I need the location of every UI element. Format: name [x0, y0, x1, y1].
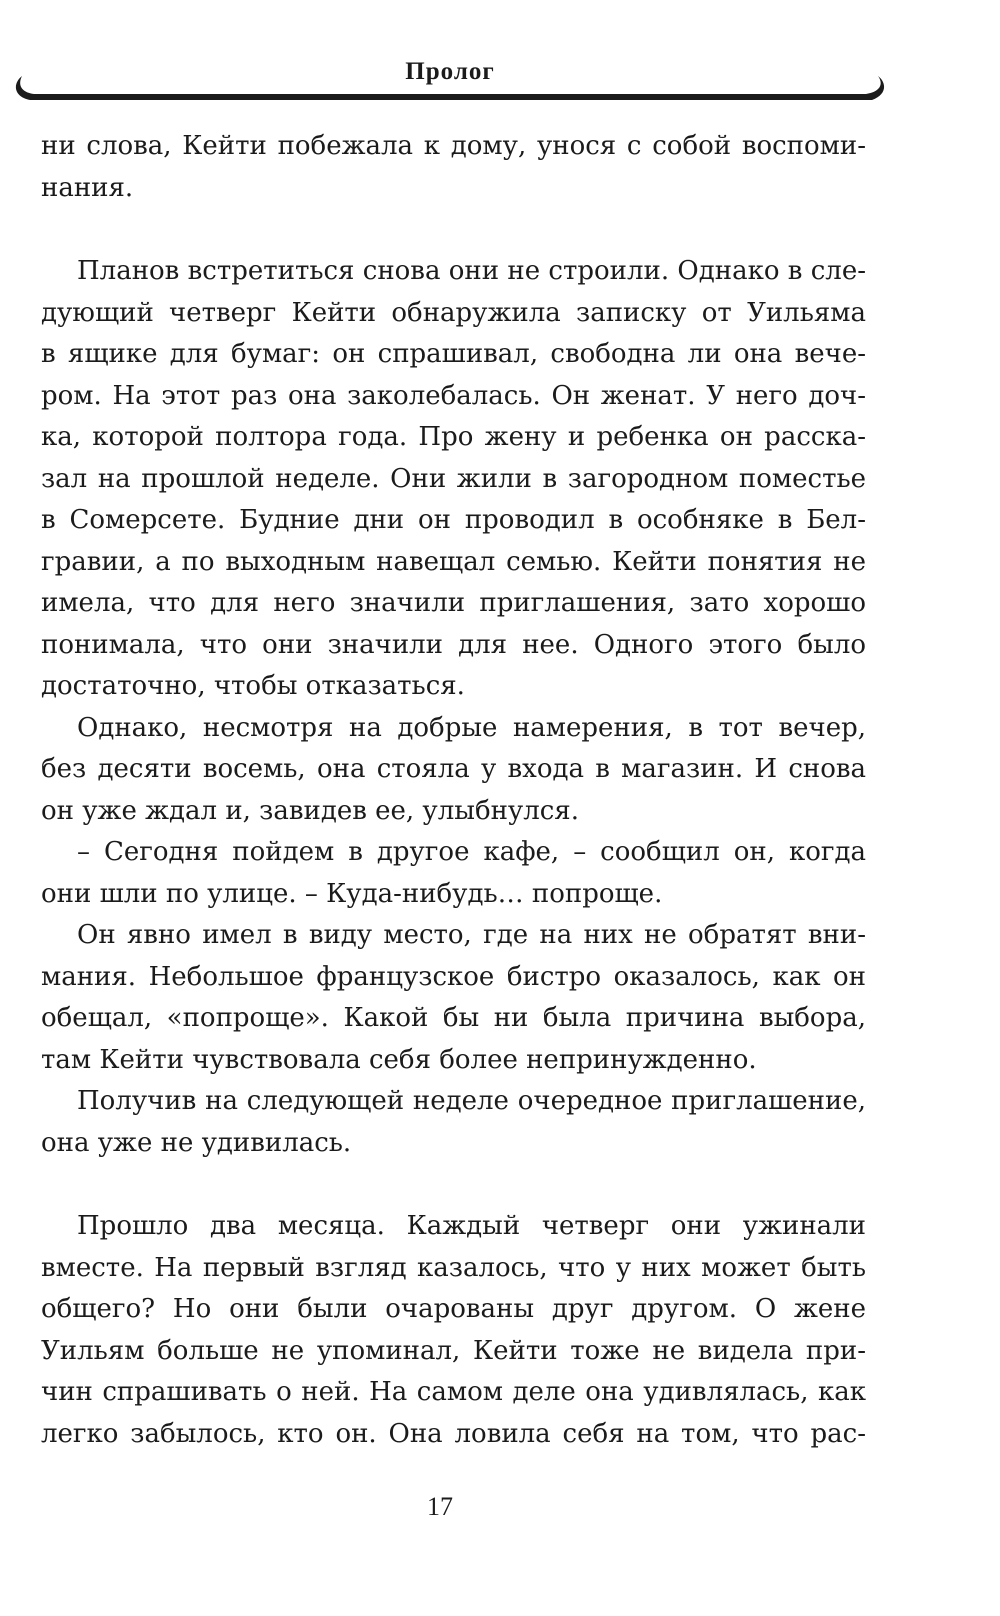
text-line: Однако, несмотря на добрые намерения, в тот вечер,	[77, 712, 866, 743]
text-line: гравии, а по выходным навещал семью. Кейти понятия не	[41, 546, 866, 577]
text-line: там Кейти чувствовала себя более непринужденно.	[41, 1044, 757, 1075]
text-line: ка, которой полтора года. Про жену и ребенка он расска-	[41, 422, 866, 452]
text-line: вместе. На первый взгляд казалось, что у них может быть	[41, 1252, 866, 1283]
section-break	[41, 1164, 866, 1206]
page-number: 17	[427, 1492, 453, 1521]
running-head	[0, 50, 1000, 110]
text-line: достаточно, чтобы отказаться.	[41, 671, 465, 701]
text-line: ни слова, Кейти побежала к дому, унося с собой воспоми-	[41, 131, 866, 161]
text-line: Он явно имел в виду место, где на них не обратят вни-	[77, 920, 866, 950]
text-line: дующий четверг Кейти обнаружила записку от Уильяма	[41, 297, 866, 328]
text-line: – Сегодня пойдем в другое кафе, – сообщил он, когда	[77, 837, 866, 867]
text-line: они шли по улице. – Куда-нибудь… попроще.	[41, 878, 663, 909]
text-line: она уже не удивилась.	[41, 1127, 352, 1158]
text-line: Планов встретиться снова они не строили. Однако в сле-	[77, 256, 866, 286]
text-line: ром. На этот раз она заколебалась. Он женат. У него доч-	[41, 380, 866, 411]
text-line: имела, что для него значили приглашения, зато хорошо	[41, 588, 866, 618]
section-break	[41, 209, 866, 251]
text-line: обещал, «попроще». Какой бы ни была причина выбора,	[41, 1003, 866, 1033]
text-line: зал на прошлой неделе. Они жили в загородном поместье	[41, 463, 866, 494]
text-line: Прошло два месяца. Каждый четверг они ужинали	[77, 1211, 866, 1241]
body-text	[41, 126, 866, 1455]
text-line: нания.	[41, 172, 134, 203]
text-line: в ящике для бумаг: он спрашивал, свободна ли она вече-	[41, 339, 866, 369]
text-line: Получив на следующей неделе очередное приглашение,	[77, 1086, 866, 1116]
text-line: общего? Но они были очарованы друг другом. О жене	[41, 1294, 866, 1324]
chapter-title: Пролог	[405, 58, 495, 85]
text-line: Уильям больше не упоминал, Кейти тоже не видела при-	[41, 1335, 866, 1366]
text-line: легко забылось, кто он. Она ловила себя на том, что рас-	[41, 1418, 866, 1449]
text-line: понимала, что они значили для нее. Одного этого было	[41, 629, 866, 660]
text-line: без десяти восемь, она стояла у входа в магазин. И снова	[41, 754, 866, 784]
header-rule-ornament	[0, 70, 900, 106]
text-line: он уже ждал и, завидев ее, улыбнулся.	[41, 795, 579, 826]
text-line: мания. Небольшое французское бистро оказалось, как он	[41, 961, 866, 992]
text-line: чин спрашивать о ней. На самом деле она удивлялась, как	[41, 1377, 866, 1407]
text-line: в Сомерсете. Будние дни он проводил в особняке в Бел-	[41, 505, 866, 535]
